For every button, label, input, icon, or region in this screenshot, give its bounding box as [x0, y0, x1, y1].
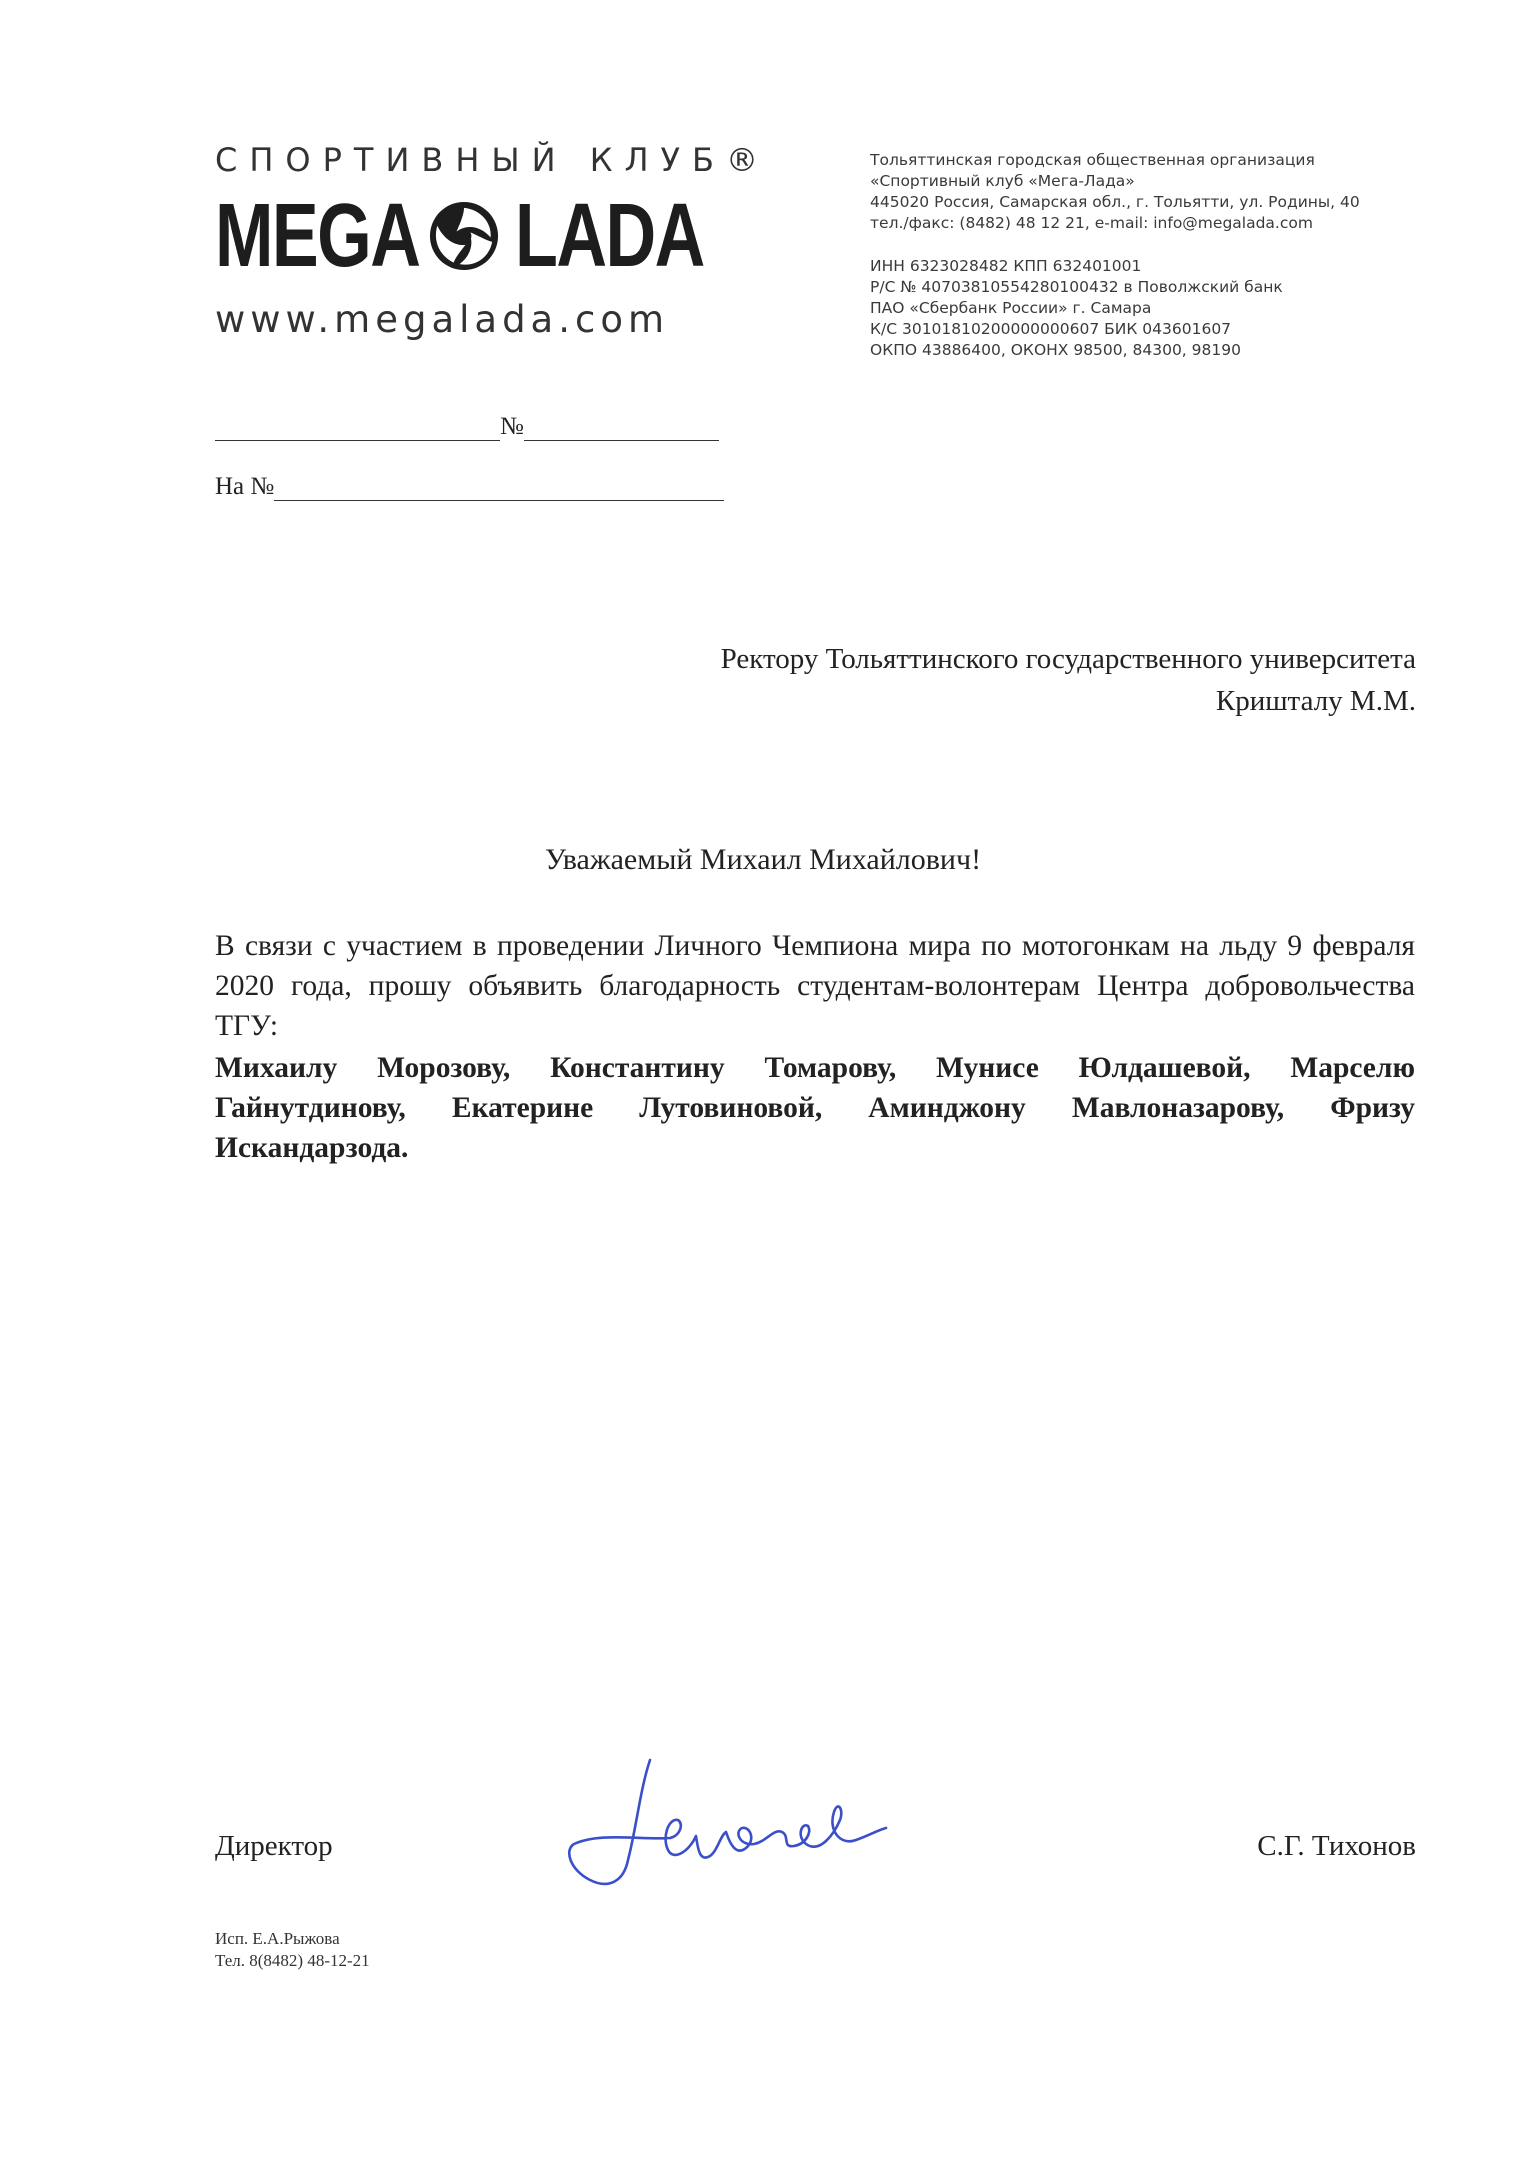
org-requisite: К/С 30101810200000000607 БИК 043601607: [870, 320, 1232, 338]
signer-name: С.Г. Тихонов: [1257, 1830, 1416, 1862]
logo-name-left: MEGA: [215, 186, 420, 286]
handwritten-signature: [550, 1740, 930, 1920]
org-requisite: ОКПО 43886400, ОКОНХ 98500, 84300, 98190: [870, 341, 1241, 359]
logo-name-right: LADA: [515, 186, 704, 286]
reply-label: На №: [215, 473, 275, 500]
organization-info: [870, 150, 1430, 361]
body-paragraph: В связи с участием в проведении Личного Чемпиона мира по мотогонкам на льду 9 февраля 2020 года, прошу объявить благодарность студентам-волонтерам Центра добровольчества ТГУ:: [215, 930, 1415, 1042]
signer-position: Директор: [215, 1830, 333, 1862]
volunteer-names: Михаилу Морозову, Константину Томарову, Мунисе Юлдашевой, Марселю Гайнутдинову, Екатерине Лутовиновой, Аминджону Мавлоназарову, Фризу Искандарзода.: [215, 1052, 1415, 1164]
logo-wordmark: [215, 186, 775, 286]
logo-subtitle: СПОРТИВНЫЙ КЛУБ®: [215, 141, 770, 179]
org-line: тел./факс: (8482) 48 12 21, e-mail: info@megalada.com: [870, 214, 1313, 232]
executor-info: [215, 1928, 370, 1972]
letter-body: [215, 926, 1415, 1168]
reply-number-line: [215, 472, 724, 501]
org-line: Тольяттинская городская общественная организация: [870, 151, 1315, 169]
org-line: 445020 Россия, Самарская обл., г. Тольятти, ул. Родины, 40: [870, 193, 1360, 211]
org-requisite: ИНН 6323028482 КПП 632401001: [870, 257, 1142, 275]
salutation: Уважаемый Михаил Михайлович!: [544, 843, 982, 876]
reply-blank: [274, 472, 724, 501]
executor-phone: Тел. 8(8482) 48-12-21: [215, 1951, 370, 1970]
club-logo: [215, 140, 775, 341]
number-blank: [524, 412, 719, 441]
addressee-title: Ректору Тольяттинского государственного университета: [720, 643, 1416, 675]
addressee-name: Кришталу М.М.: [1215, 685, 1416, 717]
org-line: «Спортивный клуб «Мега-Лада»: [870, 172, 1135, 190]
outgoing-number-line: [215, 412, 719, 441]
date-blank: [215, 412, 500, 441]
number-label: №: [500, 413, 524, 440]
swirl-logo-icon: [427, 199, 501, 273]
addressee: [721, 638, 1416, 722]
org-requisite: ПАО «Сбербанк России» г. Самара: [870, 299, 1152, 317]
logo-website: www.megalada.com: [215, 298, 670, 341]
executor-name: Исп. Е.А.Рыжова: [215, 1929, 340, 1948]
org-requisite: Р/С № 40703810554280100432 в Поволжский банк: [870, 278, 1283, 296]
